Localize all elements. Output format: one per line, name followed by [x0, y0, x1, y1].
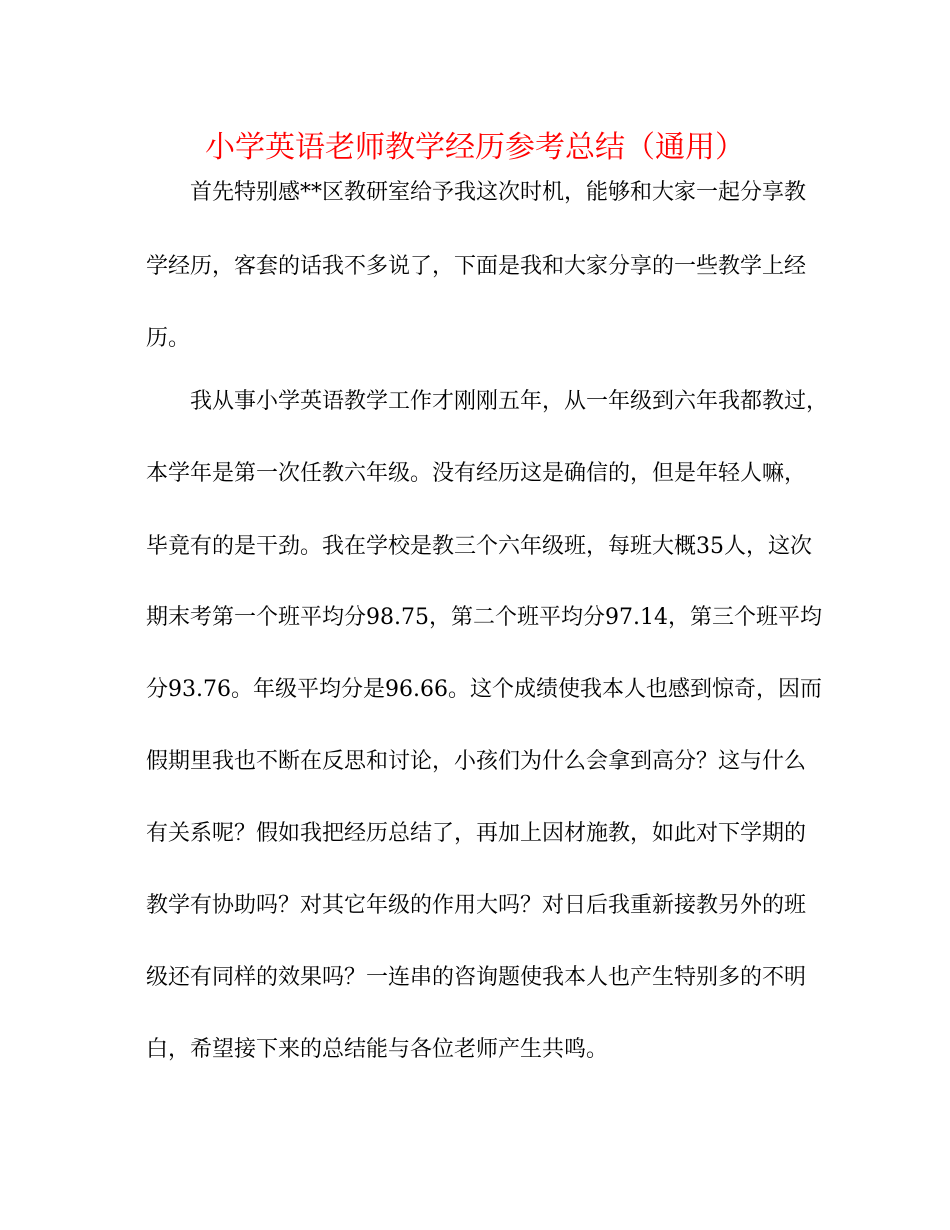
paragraph-1-line-3: 历。 — [146, 326, 191, 351]
paragraph-1-line-2: 学经历，客套的话我不多说了，下面是我和大家分享的一些教学上经 — [146, 254, 807, 279]
paragraph-2-line-4: 期末考第一个班平均分98.75，第二个班平均分97.14，第三个班平均 — [146, 605, 822, 630]
paragraph-2-line-7: 有关系呢？假如我把经历总结了，再加上因材施教，如此对下学期的 — [146, 821, 807, 846]
document-title: 小学英语老师教学经历参考总结（通用） — [205, 130, 745, 165]
paragraph-2-line-6: 假期里我也不断在反思和讨论，小孩们为什么会拿到高分？这与什么 — [146, 749, 807, 774]
paragraph-2-line-3: 毕竟有的是干劲。我在学校是教三个六年级班，每班大概35人，这次 — [146, 534, 812, 559]
paragraph-2-line-9: 级还有同样的效果吗？一连串的咨询题使我本人也产生特别多的不明 — [146, 965, 807, 990]
paragraph-2-line-10: 白，希望接下来的总结能与各位老师产生共鸣。 — [146, 1037, 609, 1062]
paragraph-2-line-8: 教学有协助吗？对其它年级的作用大吗？对日后我重新接教另外的班 — [146, 893, 807, 918]
paragraph-1-line-1: 首先特别感**区教研室给予我这次时机，能够和大家一起分享教 — [190, 180, 807, 205]
paragraph-2-line-2: 本学年是第一次任教六年级。没有经历这是确信的，但是年轻人嘛， — [146, 461, 807, 486]
paragraph-2-line-1: 我从事小学英语教学工作才刚刚五年，从一年级到六年我都教过， — [190, 389, 829, 414]
paragraph-2-line-5: 分93.76。年级平均分是96.66。这个成绩使我本人也感到惊奇，因而 — [146, 677, 822, 702]
